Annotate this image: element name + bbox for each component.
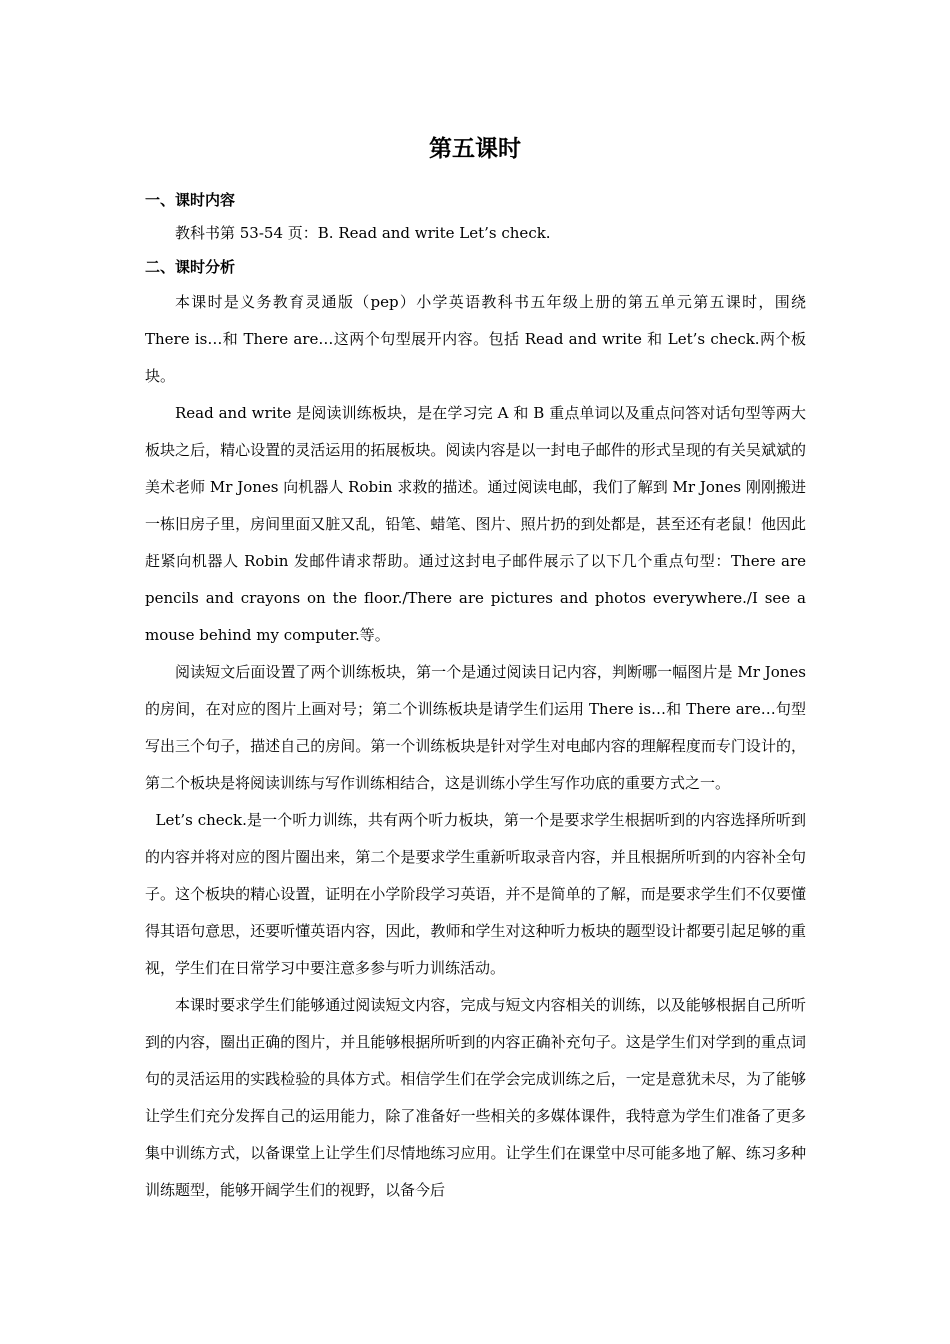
document-body <box>145 183 806 1209</box>
page-title: 第五课时 <box>429 136 521 162</box>
section-heading-lesson-content: 一、课时内容 <box>145 191 236 209</box>
analysis-paragraph-2: Read and write 是阅读训练板块，是在学习完 A 和 B 重点单词以及重点问答对话句型等两大板块之后，精心设置的灵活运用的拓展板块。阅读内容是以一封电子邮件的形式呈现的有关吴斌斌的美术老师 Mr Jones 向机器人 Robin 求救的描述。通过阅读电邮，我们了解到 Mr Jones 刚刚搬进一栋旧房子里，房间里面又脏又乱，铅笔、蜡笔、图片、照片扔的到处都是，甚至还有老鼠！他因此赶紧向机器人 Robin 发邮件请求帮助。通过这封电子邮件展示了以下几个重点句型：There are pencils and crayons on the floor./There are pictures and photos everywhere./I see a mouse behind my computer.等。 <box>145 404 806 644</box>
analysis-paragraph-1: 本课时是义务教育灵通版（pep）小学英语教科书五年级上册的第五单元第五课时，围绕 There is…和 There are…这两个句型展开内容。包括 Read and write 和 Let’s check.两个板块。 <box>145 293 806 385</box>
analysis-paragraph-5: 本课时要求学生们能够通过阅读短文内容，完成与短文内容相关的训练，以及能够根据自己所听到的内容，圈出正确的图片，并且能够根据所听到的内容正确补充句子。这是学生们对学到的重点词句的灵活运用的实践检验的具体方式。相信学生们在学会完成训练之后，一定是意犹未尽，为了能够让学生们充分发挥自己的运用能力，除了准备好一些相关的多媒体课件，我特意为学生们准备了更多集中训练方式，以备课堂上让学生们尽情地练习应用。让学生们在课堂中尽可能多地了解、练习多种训练题型，能够开阔学生们的视野，以备今后 <box>145 996 806 1199</box>
lesson-content-text: 教科书第 53-54 页：B. Read and write Let’s check. <box>175 224 551 242</box>
analysis-paragraph-4: Let’s check.是一个听力训练，共有两个听力板块，第一个是要求学生根据听到的内容选择所听到的内容并将对应的图片圈出来，第二个是要求学生重新听取录音内容，并且根据所听到的内容补全句子。这个板块的精心设置，证明在小学阶段学习英语，并不是简单的了解，而是要求学生们不仅要懂得其语句意思，还要听懂英语内容，因此，教师和学生对这种听力板块的题型设计都要引起足够的重视，学生们在日常学习中要注意多参与听力训练活动。 <box>145 811 806 977</box>
section-heading-lesson-analysis: 二、课时分析 <box>145 258 236 276</box>
analysis-paragraph-3: 阅读短文后面设置了两个训练板块，第一个是通过阅读日记内容，判断哪一幅图片是 Mr Jones 的房间，在对应的图片上画对号；第二个训练板块是请学生们运用 There is…和 There are…句型写出三个句子，描述自己的房间。第一个训练板块是针对学生对电邮内容的理解程度而专门设计的，第二个板块是将阅读训练与写作训练相结合，这是训练小学生写作功底的重要方式之一。 <box>145 663 806 792</box>
